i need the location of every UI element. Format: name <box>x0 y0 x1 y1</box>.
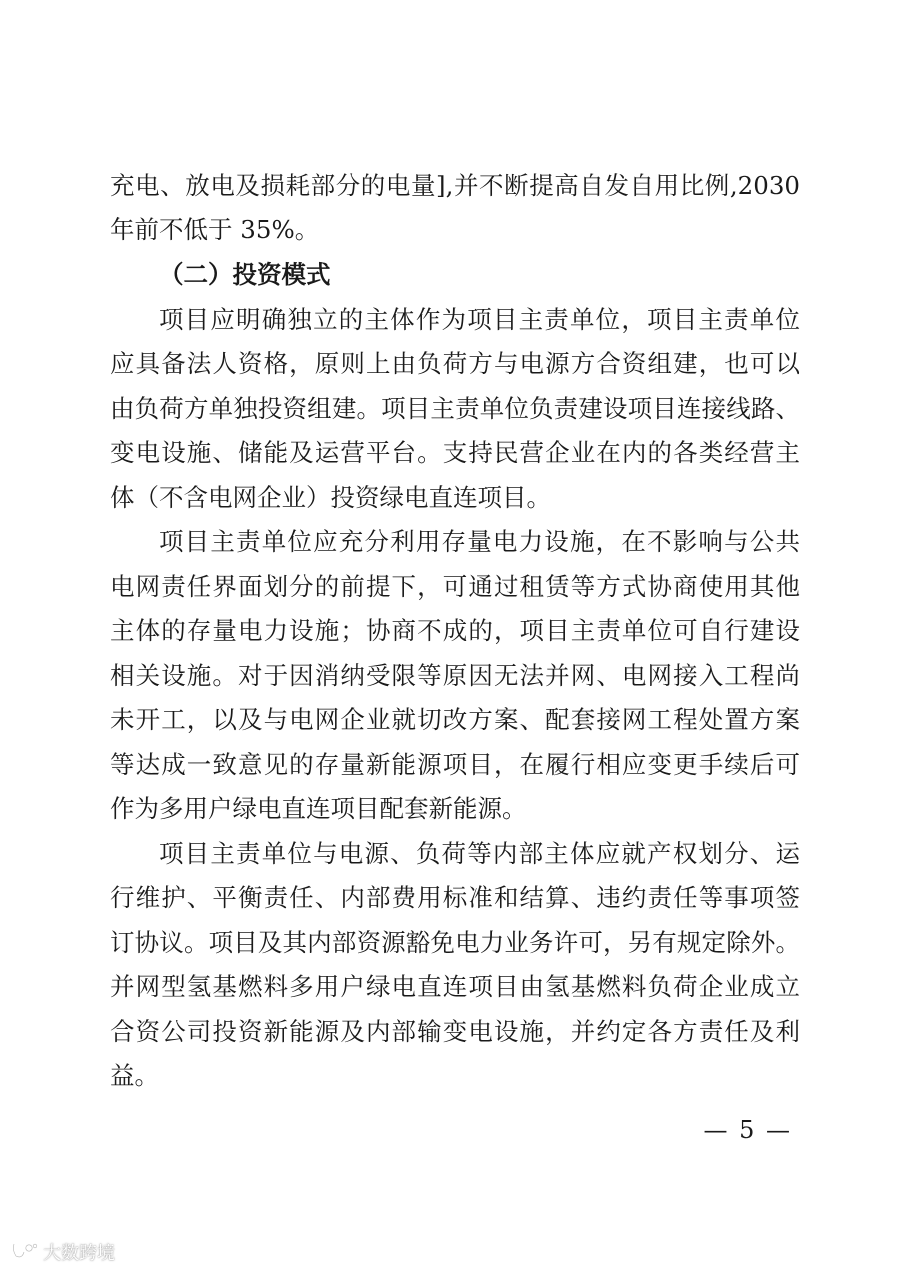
body-line: 项目主责单位与电源、负荷等内部主体应就产权划分、运 <box>159 839 800 868</box>
body-line: 充电、放电及损耗部分的电量],并不断提高自发自用比例,2030 <box>110 171 800 200</box>
body-line: 等达成一致意见的存量新能源项目，在履行相应变更手续后可 <box>110 750 800 779</box>
body-line: 益。 <box>110 1061 159 1090</box>
body-line: 订协议。项目及其内部资源豁免电力业务许可，另有规定除外。 <box>110 928 800 957</box>
body-line: 主体的存量电力设施；协商不成的，项目主责单位可自行建设 <box>110 616 800 645</box>
body-line: 作为多用户绿电直连项目配套新能源。 <box>110 794 527 823</box>
body-line: 变电设施、储能及运营平台。支持民营企业在内的各类经营主 <box>110 438 800 467</box>
body-line: 行维护、平衡责任、内部费用标准和结算、违约责任等事项签 <box>110 883 800 912</box>
watermark <box>10 1240 115 1264</box>
body-line: 应具备法人资格，原则上由负荷方与电源方合资组建，也可以 <box>110 349 800 378</box>
body-line: 项目应明确独立的主体作为项目主责单位，项目主责单位 <box>159 305 800 334</box>
body-line: 电网责任界面划分的前提下，可通过租赁等方式协商使用其他 <box>110 572 800 601</box>
body-line: 并网型氢基燃料多用户绿电直连项目由氢基燃料负荷企业成立 <box>110 972 800 1001</box>
page-number: — 5 — <box>703 1116 792 1144</box>
watermark-text: 大数跨境 <box>43 1243 115 1264</box>
body-line: 项目主责单位应充分利用存量电力设施，在不影响与公共 <box>159 527 800 556</box>
body-line: 年前不低于 35%。 <box>110 215 320 244</box>
body-line: 未开工，以及与电网企业就切改方案、配套接网工程处置方案 <box>110 705 800 734</box>
body-line: 体（不含电网企业）投资绿电直连项目。 <box>110 483 551 512</box>
section-heading: （二）投资模式 <box>159 260 331 289</box>
body-line: 合资公司投资新能源及内部输变电设施，并约定各方责任及利 <box>110 1017 800 1046</box>
body-line: 相关设施。对于因消纳受限等原因无法并网、电网接入工程尚 <box>110 661 800 690</box>
body-line: 由负荷方单独投资组建。项目主责单位负责建设项目连接线路、 <box>110 394 800 423</box>
watermark-logo-icon <box>10 1240 38 1264</box>
